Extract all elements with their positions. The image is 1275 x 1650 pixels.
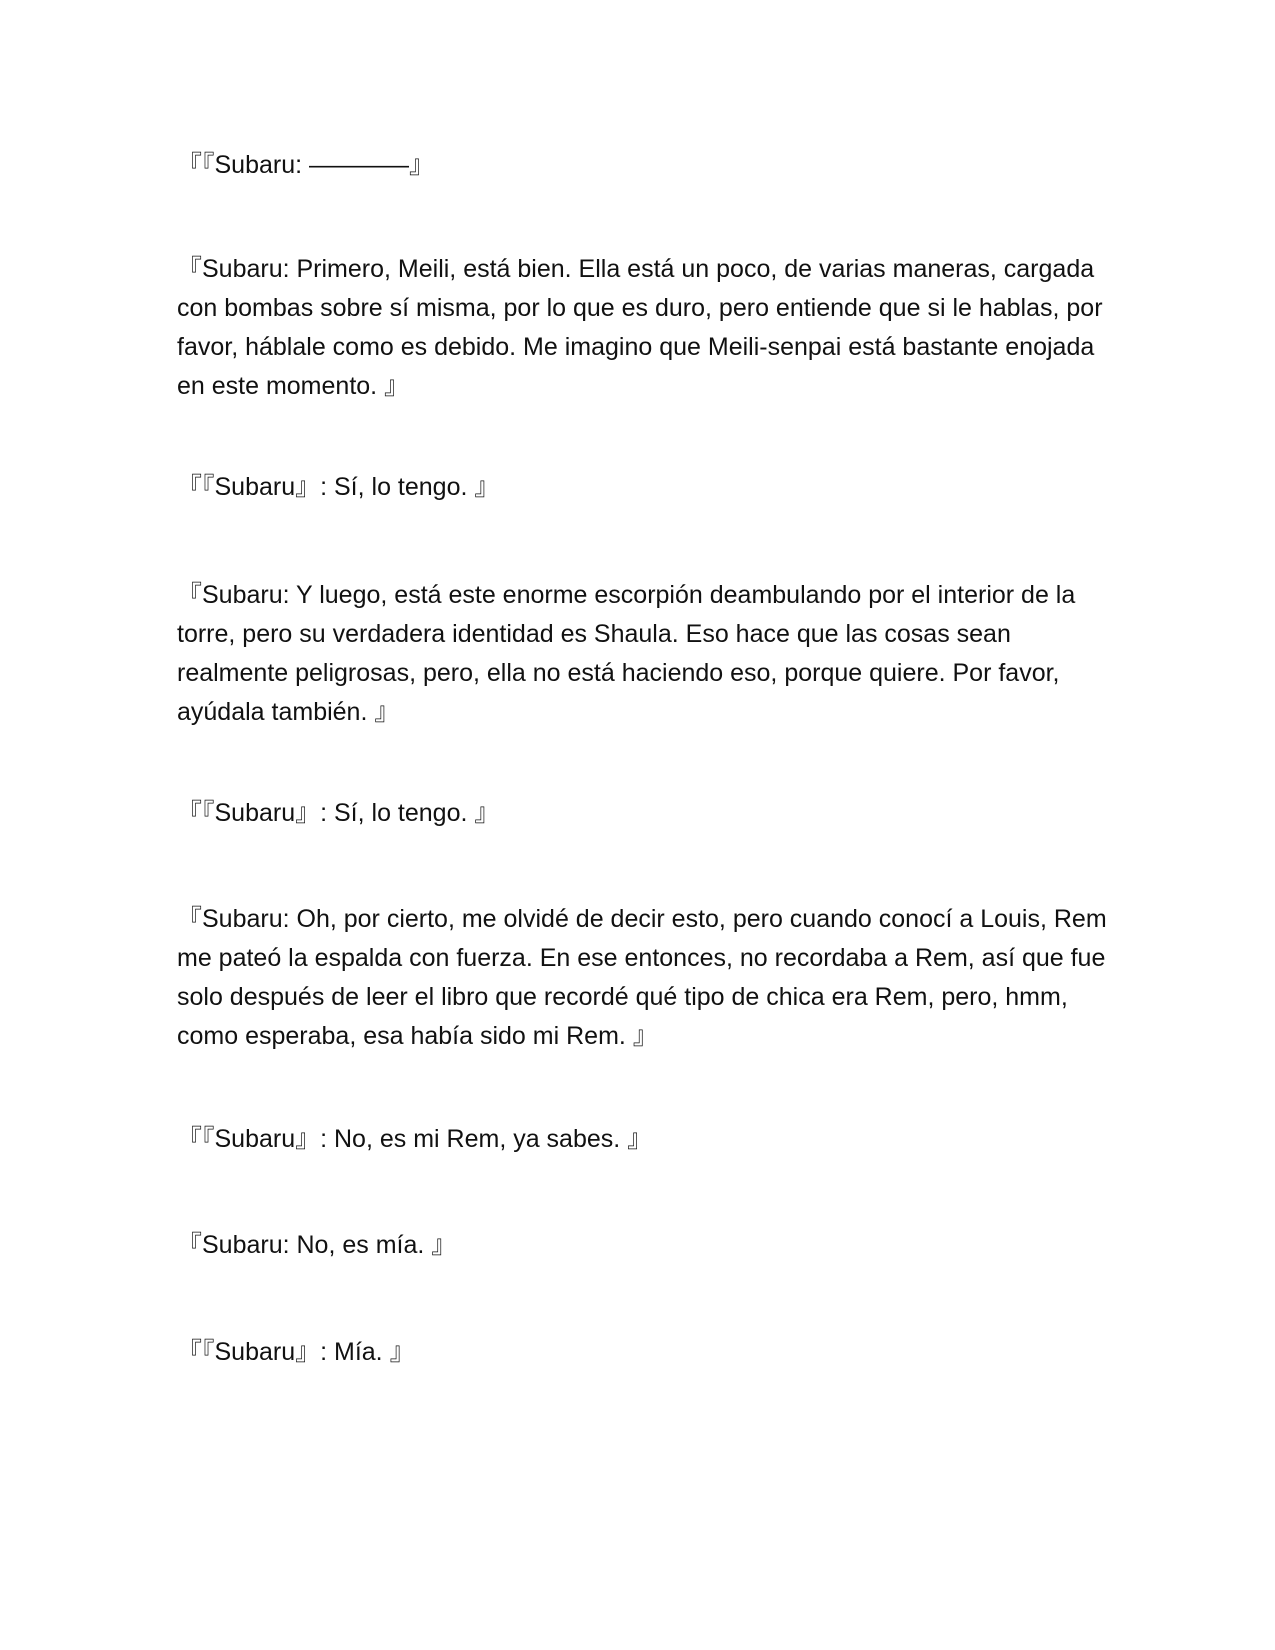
paragraph-2: 『Subaru: Primero, Meili, está bien. Ella está un poco, de varias maneras, cargada con bombas sobre sí misma, por lo que es duro, pero entiende que si le hablas, por favor, háblale como es debido. Me imagino que Meili-senpai está bastante enojada en este momento. 』 [177,255,1103,400]
paragraph-9: 『『Subaru』: Mía. 』 [177,1338,415,1366]
paragraph-3: 『『Subaru』: Sí, lo tengo. 』 [177,473,500,501]
paragraph-7: 『『Subaru』: No, es mi Rem, ya sabes. 』 [177,1125,653,1153]
paragraph-8: 『Subaru: No, es mía. 』 [177,1231,457,1259]
paragraph-5: 『『Subaru』: Sí, lo tengo. 』 [177,799,500,827]
paragraph-6: 『Subaru: Oh, por cierto, me olvidé de decir esto, pero cuando conocí a Louis, Rem me pateó la espalda con fuerza. En ese entonces, no recordaba a Rem, así que fue solo después de leer el libro que recordé qué tipo de chica era Rem, pero, hmm, como esperaba, esa había sido mi Rem. 』 [177,905,1107,1050]
paragraph-4: 『Subaru: Y luego, está este enorme escorpión deambulando por el interior de la torre, pero su verdadera identidad es Shaula. Eso hace que las cosas sean realmente peligrosas, pero, ella no está haciendo eso, porque quiere. Por favor, ayúdala también. 』 [177,581,1076,726]
paragraph-1: 『『Subaru: ————』 [177,151,435,179]
